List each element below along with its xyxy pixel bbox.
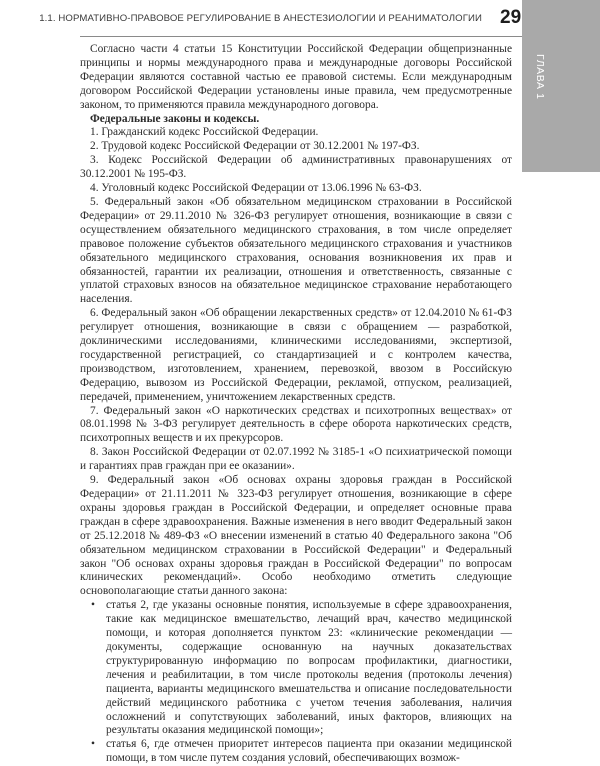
- page-header: [0, 0, 600, 46]
- running-title: 1.1. НОРМАТИВНО-ПРАВОВОЕ РЕГУЛИРОВАНИЕ В АНЕСТЕЗИОЛОГИИ И РЕАНИМАТОЛОГИИ: [39, 13, 482, 24]
- list-item: 4. Уголовный кодекс Российской Федерации от 13.06.1996 № 63-ФЗ.: [90, 182, 422, 195]
- intro-paragraph: Согласно части 4 статьи 15 Конституции Российской Федерации общепризнанные принципы и нормы международного права и международные договоры Российской Федерации являются составной частью ее правовой системы. Если международным договором Российской Федерации установлены иные правила, чем предусмотренные законом, то применяются правила международного договора.: [80, 43, 512, 111]
- list-item: 3. Кодекс Российской Федерации об административных правонарушениях от 30.12.2001 № 195-ФЗ.: [80, 154, 512, 181]
- bullet-item: [80, 599, 512, 738]
- bullet-marker: •: [91, 599, 95, 612]
- list-item: 7. Федеральный закон «О наркотических средствах и психотропных веществах» от 08.01.1998 № 3-ФЗ регулирует деятельность в сфере оборота наркотических средств, психотропных веществ и их прекурсоров.: [80, 404, 512, 445]
- chapter-label: ГЛАВА 1: [534, 54, 546, 100]
- bullet-text: статья 6, где отмечен приоритет интересов пациента при оказании медицинской помощи, в том числе путем создания условий, обеспечивающих возмож-: [106, 738, 512, 765]
- list-item: 2. Трудовой кодекс Российской Федерации от 30.12.2001 № 197-ФЗ.: [90, 140, 420, 153]
- bullet-text: статья 2, где указаны основные понятия, используемые в сфере здравоохранения, такие как медицинское вмешательство, лечащий врач, качество медицинской помощи, и которая дополняется пунктом 23: «клинические рекомендации — документы, содержащие основанную на научных доказательствах структурированную информацию по вопросам профилактики, диагностики, лечения и реабилитации, в том числе протоколы ведения (протоколы лечения) пациента, варианты медицинского вмешательства и описание последовательности действий медицинского работника с учетом течения заболевания, наличия осложнений и сопутствующих заболеваний, иных факторов, влияющих на результаты оказания медицинской помощи»;: [106, 599, 512, 737]
- list-item: 5. Федеральный закон «Об обязательном медицинском страховании в Российской Федерации» от 29.11.2010 № 326-ФЗ регулирует отношения, возникающие в связи с осуществлением обязательного медицинского страхования, в том числе определяет правовое положение субъектов обязательного медицинского страхования и участников обязательного медицинского страхования, основания возникновения их прав и обязанностей, гарантии их реализации, отношения и ответственность, связанные с уплатой страховых взносов на обязательное медицинское страхование неработающего населения.: [80, 195, 512, 306]
- page-body: [80, 43, 512, 766]
- section-heading: Федеральные законы и кодексы.: [90, 112, 260, 125]
- list-item: 8. Закон Российской Федерации от 02.07.1992 № 3185-1 «О психиатрической помощи и гарантиях прав граждан при ее оказании».: [80, 446, 512, 473]
- list-item: 1. Гражданский кодекс Российской Федерации.: [90, 126, 319, 139]
- list-item: 9. Федеральный закон «Об основах охраны здоровья граждан в Российской Федерации» от 21.11.2011 № 323-ФЗ регулирует отношения, возникающие в сфере охраны здоровья граждан в Российской Федерации, и определяет основные права граждан в сфере здравоохранения. Важные изменения в него вводит Федеральный закон от 25.12.2018 № 489-ФЗ «О внесении изменений в статью 40 Федерального закона "Об обязательном медицинском страховании в Российской Федерации" и Федеральный закон "Об основах охраны здоровья граждан в Российской Федерации" по вопросам клинических рекомендаций». Особо необходимо отметить следующие основополагающие статьи данного закона:: [80, 474, 512, 598]
- page-number: 29: [500, 7, 522, 28]
- header-rule: [80, 36, 523, 37]
- article-bullet-list: [80, 599, 512, 766]
- bullet-item: [80, 738, 512, 766]
- bullet-marker: •: [91, 738, 95, 751]
- list-item: 6. Федеральный закон «Об обращении лекарственных средств» от 12.04.2010 № 61-ФЗ регулирует отношения, возникающие в связи с обращением — разработкой, доклиническими исследованиями, клиническими исследованиями, экспертизой, государственной регистрацией, со стандартизацией и с контролем качества, производством, изготовлением, хранением, перевозкой, ввозом в Российскую Федерацию, вывозом из Российской Федерации, рекламой, отпуском, реализацией, передачей, применением, уничтожением лекарственных средств.: [80, 307, 512, 403]
